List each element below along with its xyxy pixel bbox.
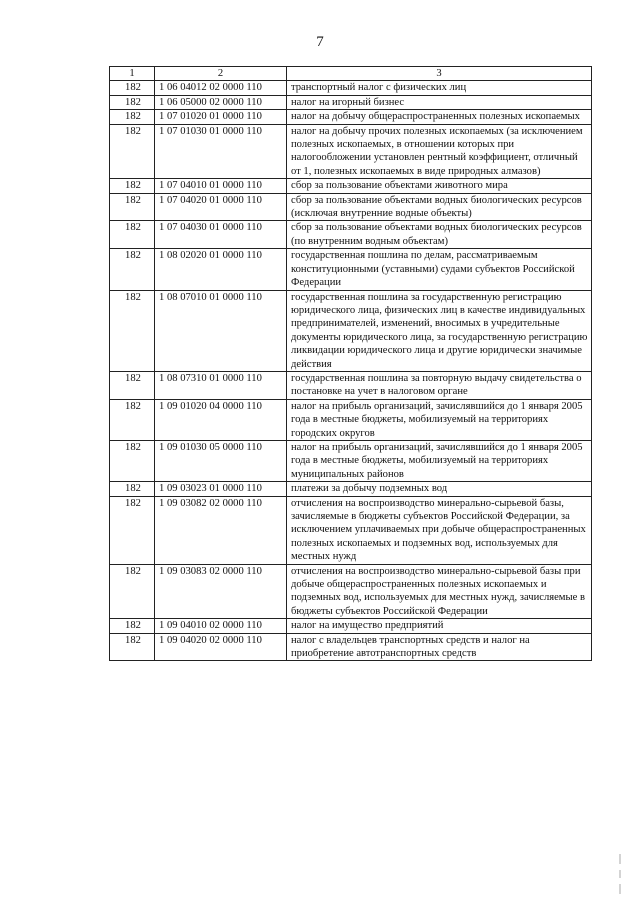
table-row [110, 81, 592, 95]
header-col-2: 2 [155, 67, 287, 81]
table-header-row [110, 67, 592, 81]
table-row [110, 193, 592, 221]
admin-code-cell: 182 [110, 619, 155, 633]
revenue-code-cell: 1 09 01030 05 0000 110 [155, 440, 287, 481]
revenue-name-cell: сбор за пользование объектами водных биологических ресурсов (по внутренним водным объектам) [287, 221, 592, 249]
admin-code-cell: 182 [110, 179, 155, 193]
table-row [110, 95, 592, 109]
table-row [110, 482, 592, 496]
table-row [110, 440, 592, 481]
revenue-name-cell: транспортный налог с физических лиц [287, 81, 592, 95]
admin-code-cell: 182 [110, 371, 155, 399]
revenue-name-cell: сбор за пользование объектами животного мира [287, 179, 592, 193]
revenue-name-cell: налог на добычу прочих полезных ископаемых (за исключением полезных ископаемых, в отношении которых при налогообложении установлен рентный коэффициент, отличный от 1, полезных ископаемых в виде природных алмазов) [287, 124, 592, 179]
revenue-name-cell: налог на прибыль организаций, зачислявшийся до 1 января 2005 года в местные бюджеты, мобилизуемый на территориях муниципальных районов [287, 440, 592, 481]
admin-code-cell: 182 [110, 290, 155, 371]
revenue-code-cell: 1 07 04020 01 0000 110 [155, 193, 287, 221]
admin-code-cell: 182 [110, 124, 155, 179]
admin-code-cell: 182 [110, 496, 155, 564]
admin-code-cell: 182 [110, 440, 155, 481]
revenue-code-cell: 1 06 05000 02 0000 110 [155, 95, 287, 109]
admin-code-cell: 182 [110, 193, 155, 221]
table-row [110, 633, 592, 661]
admin-code-cell: 182 [110, 564, 155, 619]
header-col-1: 1 [110, 67, 155, 81]
revenue-name-cell: налог на добычу общераспространенных полезных ископаемых [287, 110, 592, 124]
table-row [110, 124, 592, 179]
revenue-name-cell: налог на имущество предприятий [287, 619, 592, 633]
revenue-name-cell: государственная пошлина по делам, рассматриваемым конституционными (уставными) судами субъектов Российской Федерации [287, 249, 592, 290]
page-number: 7 [316, 34, 324, 50]
revenue-name-cell: налог на игорный бизнес [287, 95, 592, 109]
table-row [110, 290, 592, 371]
admin-code-cell: 182 [110, 482, 155, 496]
table-row [110, 221, 592, 249]
revenue-code-cell: 1 07 04010 01 0000 110 [155, 179, 287, 193]
revenue-code-cell: 1 06 04012 02 0000 110 [155, 81, 287, 95]
table-row [110, 399, 592, 440]
revenue-code-cell: 1 09 03082 02 0000 110 [155, 496, 287, 564]
admin-code-cell: 182 [110, 399, 155, 440]
table-row [110, 619, 592, 633]
table-row [110, 249, 592, 290]
revenue-code-cell: 1 07 01020 01 0000 110 [155, 110, 287, 124]
scan-mark-graphic [616, 852, 624, 896]
revenue-name-cell: государственная пошлина за государственную регистрацию юридического лица, физических лиц в качестве индивидуальных предпринимателей, изменений, вносимых в учредительные документы юридического лица, за государственную регистрацию ликвидации юридического лица и другие юридически значимые действия [287, 290, 592, 371]
admin-code-cell: 182 [110, 221, 155, 249]
header-col-3: 3 [287, 67, 592, 81]
revenue-code-cell: 1 09 04020 02 0000 110 [155, 633, 287, 661]
table-body [110, 67, 592, 661]
revenue-code-cell: 1 08 02020 01 0000 110 [155, 249, 287, 290]
revenue-code-cell: 1 08 07010 01 0000 110 [155, 290, 287, 371]
revenue-code-cell: 1 08 07310 01 0000 110 [155, 371, 287, 399]
revenue-code-cell: 1 09 03083 02 0000 110 [155, 564, 287, 619]
table-row [110, 564, 592, 619]
revenue-name-cell: государственная пошлина за повторную выдачу свидетельства о постановке на учет в налоговом органе [287, 371, 592, 399]
admin-code-cell: 182 [110, 95, 155, 109]
revenue-name-cell: налог на прибыль организаций, зачислявшийся до 1 января 2005 года в местные бюджеты, мобилизуемый на территориях городских округов [287, 399, 592, 440]
revenue-code-cell: 1 09 04010 02 0000 110 [155, 619, 287, 633]
revenue-name-cell: отчисления на воспроизводство минерально-сырьевой базы при добыче общераспространенных полезных ископаемых и подземных вод, используемых для местных нужд, зачисляемые в бюджеты субъектов Российской Федерации [287, 564, 592, 619]
admin-code-cell: 182 [110, 249, 155, 290]
revenue-code-cell: 1 09 03023 01 0000 110 [155, 482, 287, 496]
revenue-name-cell: налог с владельцев транспортных средств и налог на приобретение автотранспортных средств [287, 633, 592, 661]
admin-code-cell: 182 [110, 81, 155, 95]
table-row [110, 496, 592, 564]
table-row [110, 371, 592, 399]
admin-code-cell: 182 [110, 110, 155, 124]
table-row [110, 110, 592, 124]
admin-code-cell: 182 [110, 633, 155, 661]
revenue-code-cell: 1 09 01020 04 0000 110 [155, 399, 287, 440]
revenue-name-cell: платежи за добычу подземных вод [287, 482, 592, 496]
revenue-name-cell: отчисления на воспроизводство минерально-сырьевой базы, зачисляемые в бюджеты субъектов Российской Федерации, за исключением уплачиваемых при добыче общераспространенных полезных ископаемых и подземных вод, используемых для местных нужд [287, 496, 592, 564]
revenue-code-cell: 1 07 04030 01 0000 110 [155, 221, 287, 249]
revenue-codes-table [109, 66, 592, 661]
revenue-name-cell: сбор за пользование объектами водных биологических ресурсов (исключая внутренние водные объекты) [287, 193, 592, 221]
table-row [110, 179, 592, 193]
revenue-code-cell: 1 07 01030 01 0000 110 [155, 124, 287, 179]
scan-margin-mark [616, 852, 624, 896]
